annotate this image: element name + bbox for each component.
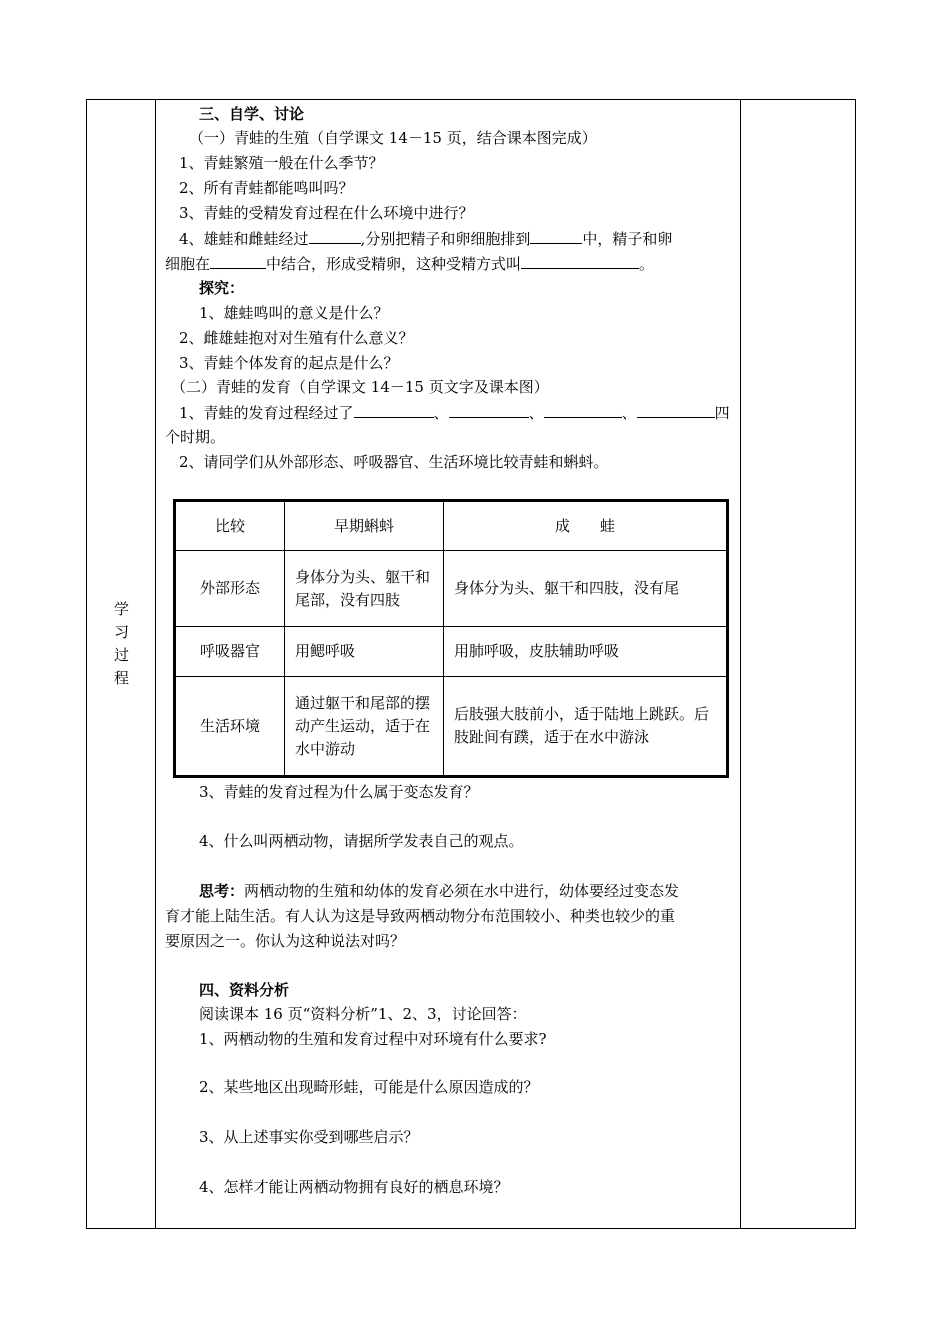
development-q3: 3、青蛙的发育过程为什么属于变态发育？ bbox=[199, 783, 479, 801]
blank-4[interactable] bbox=[521, 253, 639, 269]
think-line2: 育才能上陆生活。有人认为这是导致两栖动物分布范围较小、种类也较少的重 bbox=[165, 907, 676, 925]
frog-cell: 身体分为头、躯干和四肢，没有尾 bbox=[444, 551, 728, 627]
section3-heading: 三、自学、讨论 bbox=[199, 105, 305, 123]
table-header-row bbox=[175, 501, 728, 551]
analysis-q4: 4、怎样才能让两栖动物拥有良好的栖息环境？ bbox=[199, 1178, 509, 1196]
d1-sep: 、 bbox=[433, 404, 449, 422]
side-label-char: 程 bbox=[113, 669, 129, 687]
column-divider-right bbox=[740, 100, 741, 1228]
q4-text-b: ,分别把精子和卵细胞排到 bbox=[360, 230, 531, 248]
development-q2: 2、请同学们从外部形态、呼吸器官、生活环境比较青蛙和蝌蚪。 bbox=[179, 453, 609, 471]
d1-text-a: 1、青蛙的发育过程经过了 bbox=[179, 404, 354, 422]
section4-heading: 四、资料分析 bbox=[199, 981, 290, 999]
question-2: 2、所有青蛙都能鸣叫吗？ bbox=[179, 179, 354, 197]
side-label-char: 过 bbox=[113, 646, 129, 664]
development-q1-line1 bbox=[179, 402, 730, 423]
header-compare: 比较 bbox=[175, 501, 285, 551]
lesson-frame bbox=[86, 99, 856, 1229]
analysis-q2: 2、某些地区出现畸形蛙，可能是什么原因造成的？ bbox=[199, 1078, 539, 1096]
blank-stage-3[interactable] bbox=[544, 402, 622, 418]
side-label-char: 学 bbox=[113, 600, 129, 618]
q4-text-d: 细胞在 bbox=[165, 255, 211, 273]
blank-1[interactable] bbox=[309, 228, 361, 244]
explore-1: 1、雄蛙鸣叫的意义是什么？ bbox=[199, 304, 389, 322]
d1-sep: 、 bbox=[528, 404, 544, 422]
blank-2[interactable] bbox=[530, 228, 582, 244]
tadpole-cell: 用鳃呼吸 bbox=[285, 627, 444, 677]
question-1: 1、青蛙繁殖一般在什么季节？ bbox=[179, 154, 384, 172]
q4-text-c: 中，精子和卵 bbox=[582, 230, 673, 248]
row-label: 生活环境 bbox=[175, 677, 285, 777]
table-row bbox=[175, 677, 728, 777]
row-label: 外部形态 bbox=[175, 551, 285, 627]
question-3: 3、青蛙的受精发育过程在什么环境中进行？ bbox=[179, 204, 474, 222]
question-4-line2 bbox=[165, 253, 654, 274]
analysis-q3: 3、从上述事实你受到哪些启示？ bbox=[199, 1128, 419, 1146]
think-line3: 要原因之一。你认为这种说法对吗？ bbox=[165, 932, 406, 950]
explore-3: 3、青蛙个体发育的起点是什么？ bbox=[179, 354, 399, 372]
think-line1 bbox=[199, 881, 679, 901]
section4-intro: 阅读课本 16 页“资料分析”1、2、3，讨论回答： bbox=[199, 1005, 527, 1023]
question-4-line1 bbox=[179, 228, 672, 249]
learning-process-label bbox=[87, 598, 156, 690]
part2-title: （二）青蛙的发育（自学课文 14－15 页文字及课本图） bbox=[171, 378, 549, 396]
analysis-q1: 1、两栖动物的生殖和发育过程中对环境有什么要求? bbox=[199, 1030, 547, 1048]
development-q4: 4、什么叫两栖动物，请据所学发表自己的观点。 bbox=[199, 832, 524, 850]
comparison-table bbox=[173, 499, 729, 778]
q4-text-f: 。 bbox=[639, 255, 655, 273]
side-label-char: 习 bbox=[113, 623, 129, 641]
q4-text-e: 中结合，形成受精卵，这种受精方式叫 bbox=[266, 255, 522, 273]
think-label: 思考： bbox=[199, 882, 245, 900]
frog-cell: 后肢强大肢前小，适于陆地上跳跃。后肢趾间有蹼，适于在水中游泳 bbox=[444, 677, 728, 777]
d1-text-b: 四 bbox=[714, 404, 730, 422]
header-frog: 成 蛙 bbox=[444, 501, 728, 551]
think-text-1: 两栖动物的生殖和幼体的发育必须在水中进行，幼体要经过变态发 bbox=[244, 882, 680, 900]
d1-sep: 、 bbox=[621, 404, 637, 422]
blank-3[interactable] bbox=[210, 253, 266, 269]
frog-cell: 用肺呼吸，皮肤辅助呼吸 bbox=[444, 627, 728, 677]
header-tadpole: 早期蝌蚪 bbox=[285, 501, 444, 551]
table-row bbox=[175, 551, 728, 627]
part1-title: （一）青蛙的生殖（自学课文 14－15 页，结合课本图完成） bbox=[189, 129, 597, 147]
explore-2: 2、雌雄蛙抱对对生殖有什么意义？ bbox=[179, 329, 414, 347]
tadpole-cell: 身体分为头、躯干和尾部，没有四肢 bbox=[285, 551, 444, 627]
table-row bbox=[175, 627, 728, 677]
explore-label: 探究： bbox=[199, 279, 245, 297]
tadpole-cell: 通过躯干和尾部的摆动产生运动，适于在水中游动 bbox=[285, 677, 444, 777]
q4-text-a: 4、雄蛙和雌蛙经过 bbox=[179, 230, 309, 248]
row-label: 呼吸器官 bbox=[175, 627, 285, 677]
development-q1-line2: 个时期。 bbox=[165, 428, 226, 446]
blank-stage-1[interactable] bbox=[354, 402, 434, 418]
blank-stage-4[interactable] bbox=[637, 402, 715, 418]
blank-stage-2[interactable] bbox=[449, 402, 529, 418]
